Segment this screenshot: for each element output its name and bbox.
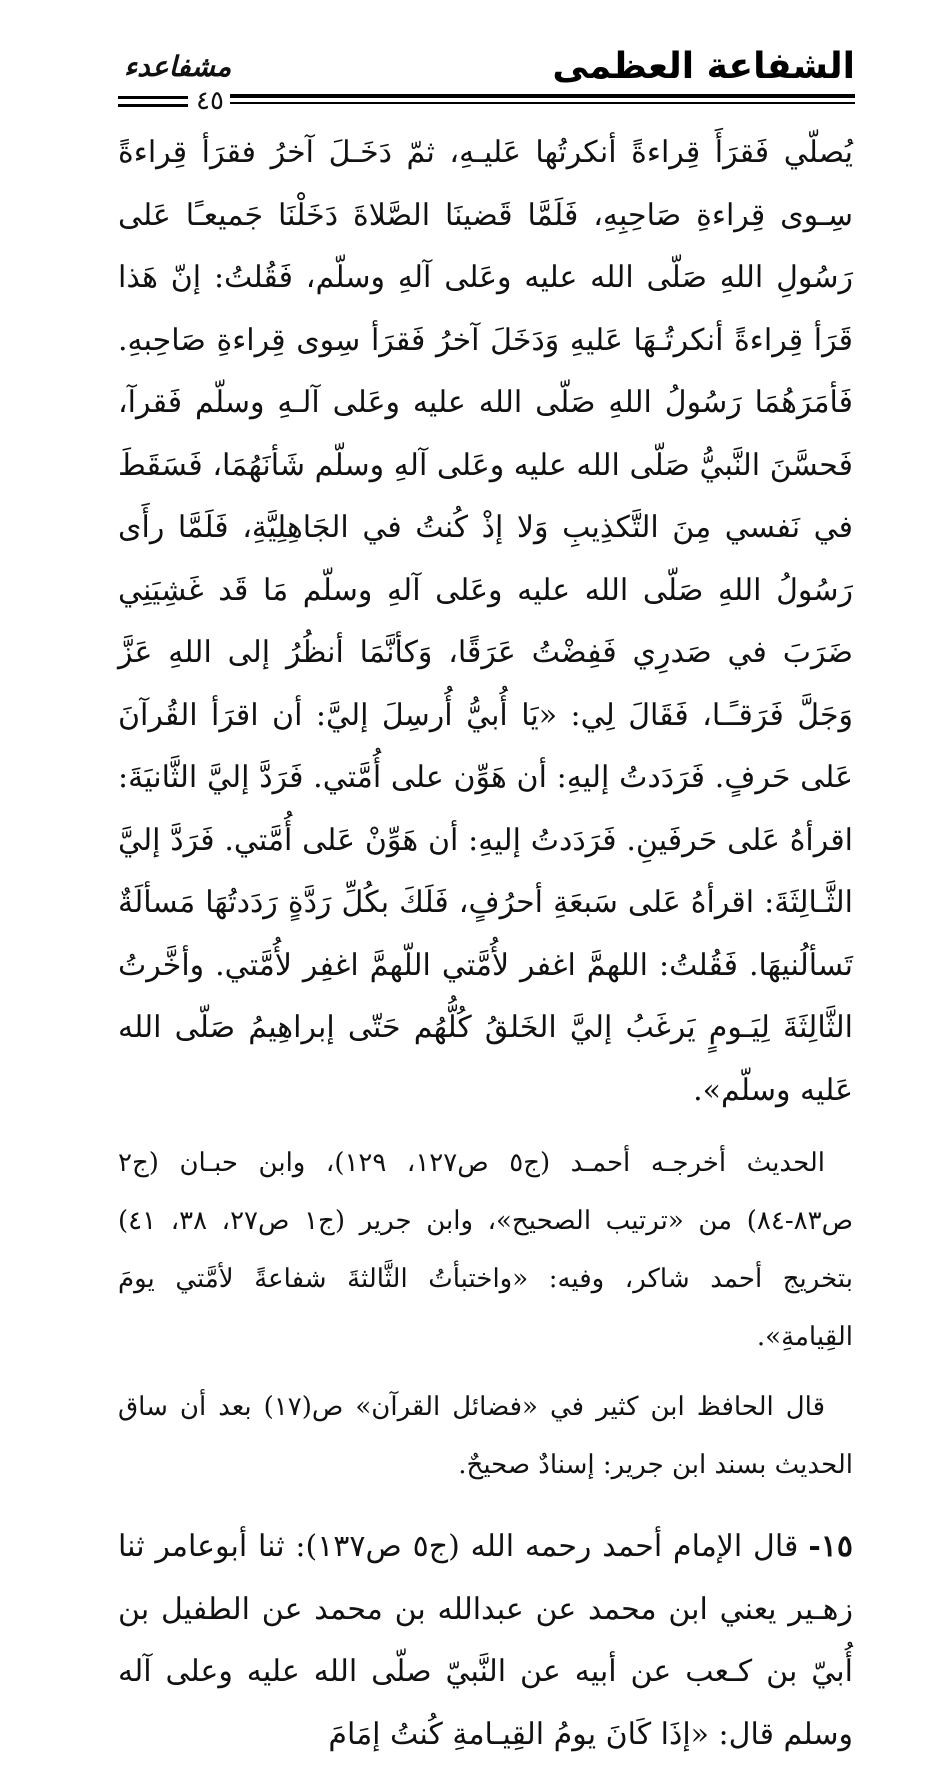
header-rule xyxy=(230,94,855,98)
item-number: ١٥- xyxy=(808,1529,853,1564)
running-title: الشفاعة العظمى xyxy=(552,46,855,87)
takhrij-paragraph: الحديث أخرجـه أحمـد (ج٥ ص١٢٧، ١٢٩)، وابن حبـان (ج٢ ص٨٣-٨٤) من «ترتيب الصحيح»، وابن جرير (ج١ ص٢٧، ٣٨، ٤١) بتخريج أحمد شاكر، وفيه: «واختبأتُ الثَّالثةَ شفاعةً لأمَّتي يومَ القِيامةِ». xyxy=(118,1148,853,1352)
item-text: قال الإمام أحمد رحمه الله (ج٥ ص١٣٧): ثنا أبوعامر ثنا زهـير يعني ابن محمد عن عبدالله بن محمد عن الطفيل بن أُبيّ بن كـعب عن أبيه عن النَّبيّ صلّى الله عليه وعلى آله وسلم قال: «إذَا كَانَ يومُ القِيـامةِ كُنتُ إمَامَ xyxy=(118,1529,853,1752)
ibn-kathir-paragraph: قال الحافظ ابن كثير في «فضائل القرآن» ص(١٧) بعد أن ساق الحديث بسند ابن جرير: إسنادٌ صحيحٌ. xyxy=(118,1392,853,1480)
header-rule-secondary xyxy=(230,102,855,104)
hadith-paragraph: يُصلّي فَقرَأَ قِراءةً أنكرتُها عَليـهِ، ثمّ دَخَـلَ آخرُ فقرَأ قِراءةً سِـوى قِراءةِ صَاحِبِهِ، فَلَمَّا قَضينَا الصَّلاةَ دَخَلْنَا جَميعـًا عَلى رَسُولِ اللهِ صَلّى الله عليه وعَلى آلهِ وسلّم، فَقُلتُ: إنّ هَذا قَرَأ قِراءةً أنكرتُـهَا عَليهِ وَدَخَلَ آخرُ فَقرَأ سِوى قِراءةِ صَاحِبهِ. فَأمَرَهُمَا رَسُولُ اللهِ صَلّى الله عليه وعَلى آلـهِ وسلّم فَقرآ، فَحسَّنَ النَّبيُّ صَلّى الله عليه وعَلى آلهِ وسلّم شَأنَهُمَا، فَسَقَطَ في نَفسي مِنَ التَّكذِيبِ وَلا إذْ كُنتُ في الجَاهِلِيَّةِ، فَلَمَّا رأَى رَسُولُ اللهِ صَلّى الله عليه وعَلى آلهِ وسلّم مَا قَد غَشِيَنِي ضَرَبَ في صَدرِي فَفِضْتُ عَرَقًا، وَكأنَّمَا أنظُرُ إلى اللهِ عَزَّ وَجَلَّ فَرَقـًـا، فَقَالَ لِي: «يَا أُبيُّ أُرسِلَ إليَّ: أن اقرَأ القُرآنَ عَلى حَرفٍ. فَرَدَدتُ إليهِ: أن هَوِّن على أُمَّتي. فَرَدَّ إليَّ الثَّانيَةَ: اقرأهُ عَلى حَرفَينِ. فَرَدَدتُ إليهِ: أن هَوِّنْ عَلى أُمَّتي. فَرَدَّ إليَّ الثَّـالِثَةَ: اقرأهُ عَلى سَبعَةِ أحرُفٍ، فَلَكَ بكُلِّ رَدَّةٍ رَدَدتُهَا مَسألَةٌ تَسألُنيهَا. فَقُلتُ: اللهمَّ اغفر لأُمَّتي اللّهمَّ اغفِر لأُمَّتي. وأخَّرتُ الثَّالِثَةَ لِيَـومٍ يَرغَبُ إليَّ الخَلقُ كُلُّهُم حَتّى إبراهِيمُ صَلّى الله عَليه وسلّم». xyxy=(118,135,853,1108)
header-dash-lines xyxy=(118,96,188,112)
page-header xyxy=(118,28,855,118)
page-body xyxy=(118,122,853,1766)
page-number: ٤٥ xyxy=(196,86,224,116)
numbered-item xyxy=(118,1516,853,1766)
dash-line xyxy=(118,104,188,107)
dash-line xyxy=(118,96,188,99)
header-ornament: مشفاعدء xyxy=(124,50,232,83)
